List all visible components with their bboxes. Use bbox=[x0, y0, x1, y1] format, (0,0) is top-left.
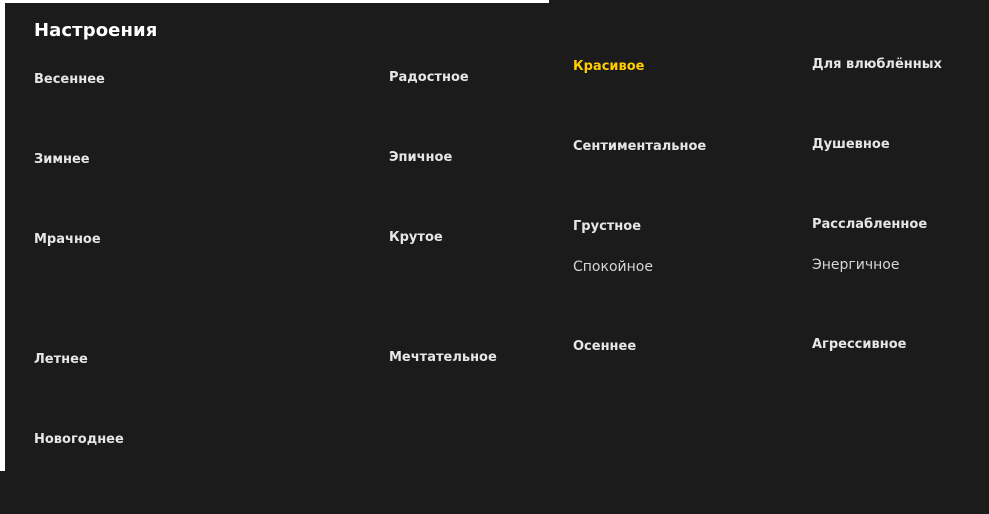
mood-link-radostnoe[interactable]: Радостное bbox=[389, 70, 469, 85]
mood-link-novogodnee[interactable]: Новогоднее bbox=[34, 432, 124, 447]
mood-link-dlya-vlyublennykh[interactable]: Для влюблённых bbox=[812, 57, 942, 72]
left-border bbox=[0, 0, 5, 471]
mood-link-epichnoe[interactable]: Эпичное bbox=[389, 150, 453, 165]
mood-link-spokoynoe[interactable]: Спокойное bbox=[573, 259, 653, 275]
top-border bbox=[0, 0, 549, 3]
mood-link-energichnoe[interactable]: Энергичное bbox=[812, 257, 900, 273]
section-title: Настроения bbox=[34, 20, 158, 41]
mood-link-zimnee[interactable]: Зимнее bbox=[34, 152, 90, 167]
mood-link-osennee[interactable]: Осеннее bbox=[573, 339, 637, 354]
mood-link-agressivnoe[interactable]: Агрессивное bbox=[812, 337, 907, 352]
mood-link-dushevnoe[interactable]: Душевное bbox=[812, 137, 890, 152]
mood-link-mrachnoe[interactable]: Мрачное bbox=[34, 232, 101, 247]
mood-link-letnee[interactable]: Летнее bbox=[34, 352, 88, 367]
mood-link-grustnoe[interactable]: Грустное bbox=[573, 219, 642, 234]
mood-link-krasivoe-active[interactable]: Красивое bbox=[573, 59, 645, 74]
mood-link-sentimentalnoe[interactable]: Сентиментальное bbox=[573, 139, 707, 154]
mood-link-mechtatelnoe[interactable]: Мечтательное bbox=[389, 350, 497, 365]
mood-link-vesennee[interactable]: Весеннее bbox=[34, 72, 105, 87]
mood-link-krutoe[interactable]: Крутое bbox=[389, 230, 443, 245]
mood-link-rasslablennoe[interactable]: Расслабленное bbox=[812, 217, 928, 232]
